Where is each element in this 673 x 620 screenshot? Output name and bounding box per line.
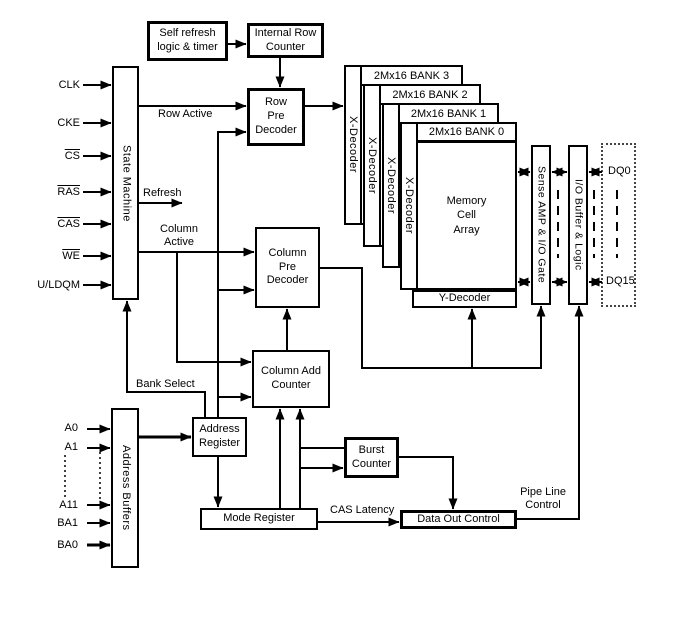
column-active-label: Column Active	[160, 223, 198, 248]
address-register-block: Address Register	[192, 417, 247, 457]
dq15-label: DQ15	[606, 275, 635, 287]
signal-label-cs: $\overline{CS}$	[64, 150, 80, 162]
self-refresh-logic-block: Self refresh logic & timer	[147, 21, 228, 61]
bank0-x-decoder: X-Decoder	[402, 124, 418, 288]
bank1-label: 2Mx16 BANK 1	[400, 105, 497, 124]
signal-label-ba1: BA1	[57, 517, 78, 529]
signal-label-cas: $\overline{CAS}$	[57, 218, 80, 230]
mode-register-block: Mode Register	[200, 508, 318, 530]
bank3-x-decoder: X-Decoder	[346, 67, 362, 223]
signal-label-a1: A1	[64, 441, 78, 453]
bank-select-label: Bank Select	[136, 378, 195, 390]
bank2-x-decoder: X-Decoder	[365, 86, 381, 245]
signal-label-ras: $\overline{RAS}$	[57, 186, 80, 198]
address-buffers-block: Address Buffers	[111, 408, 139, 568]
bank3-label: 2Mx16 BANK 3	[362, 67, 461, 86]
sense-amp-io-gate-block: Sense AMP & I/O Gate	[531, 145, 551, 305]
bank1-x-decoder: X-Decoder	[384, 105, 400, 266]
internal-row-counter-block: Internal Row Counter	[247, 23, 324, 58]
wire-burst-to-dataout	[399, 457, 453, 509]
signal-label-cke: CKE	[57, 117, 80, 129]
bank2-label: 2Mx16 BANK 2	[381, 86, 479, 105]
io-buffer-logic-block: I/O Buffer & Logic	[568, 145, 588, 305]
wire-bank-select	[127, 301, 205, 417]
signal-label-a0: A0	[64, 422, 78, 434]
y-decoder-block: Y-Decoder	[412, 290, 517, 308]
burst-counter-block: Burst Counter	[344, 437, 399, 478]
wire-columnactive-to-addcounter	[177, 252, 251, 362]
signal-label-we: $\overline{WE}$	[62, 250, 80, 262]
row-pre-decoder-block: Row Pre Decoder	[247, 88, 305, 146]
wire-address-bus-up	[218, 132, 246, 417]
signal-label-ba0: BA0	[57, 539, 78, 551]
pipe-line-control-label: Pipe Line Control	[520, 486, 566, 511]
memory-cell-array: Memory Cell Array	[446, 195, 487, 236]
column-add-counter-block: Column Add Counter	[252, 350, 330, 408]
dq0-label: DQ0	[608, 165, 631, 177]
state-machine-block: State Machine	[112, 66, 139, 300]
row-active-label: Row Active	[158, 108, 213, 120]
bank0-block	[400, 122, 517, 290]
bank0-label: 2Mx16 BANK 0	[418, 124, 515, 143]
refresh-label: Refresh	[143, 187, 182, 199]
signal-label-a11: A11	[59, 499, 78, 511]
cas-latency-label: CAS Latency	[330, 504, 395, 516]
signal-label-uldqm: U/LDQM	[37, 279, 80, 291]
column-pre-decoder-block: Column Pre Decoder	[255, 227, 320, 308]
signal-label-clk: CLK	[58, 79, 80, 91]
data-out-control-block: Data Out Control	[400, 510, 517, 529]
